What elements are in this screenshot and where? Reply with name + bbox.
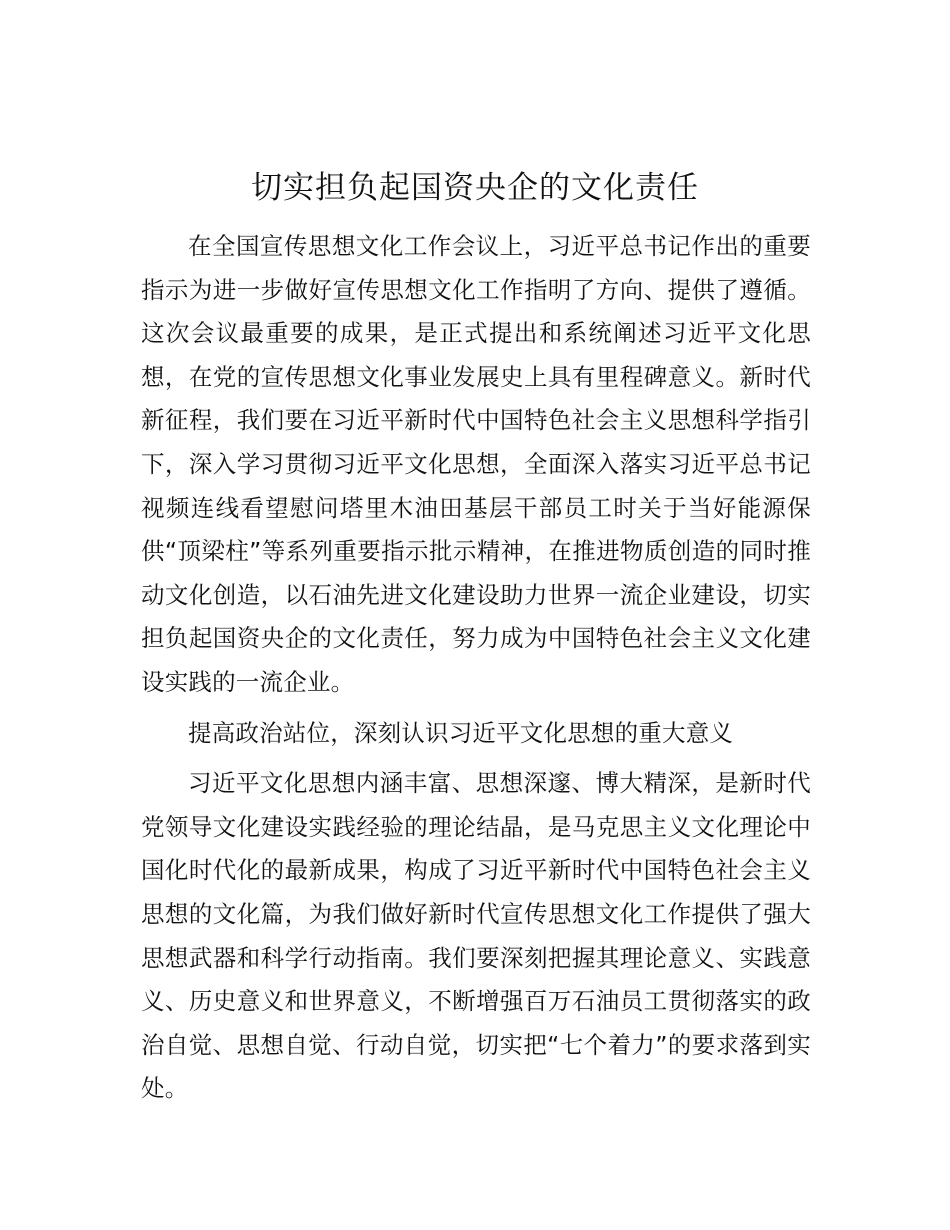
document-title: 切实担负起国资央企的文化责任 — [251, 170, 699, 206]
section-paragraph: 习近平文化思想内涵丰富、思想深邃、博大精深，是新时代党领导文化建设实践经验的理论结晶，是马克思主义文化理论中国化时代化的最新成果，构成了习近平新时代中国特色社会主义思想的文化篇，为我们做好新时代宣传思想文化工作提供了强大思想武器和科学行动指南。我们要深刻把握其理论意义、实践意义、历史意义和世界意义，不断增强百万石油员工贯彻落实的政治自觉、思想自觉、行动自觉，切实把“七个着力”的要求落到实处。 — [141, 769, 811, 1103]
section-heading: 提高政治站位，深刻认识习近平文化思想的重大意义 — [188, 718, 734, 747]
intro-paragraph: 在全国宣传思想文化工作会议上，习近平总书记作出的重要指示为进一步做好宣传思想文化工作指明了方向、提供了遵循。这次会议最重要的成果，是正式提出和系统阐述习近平文化思想，在党的宣传思想文化事业发展史上具有里程碑意义。新时代新征程，我们要在习近平新时代中国特色社会主义思想科学指引下，深入学习贯彻习近平文化思想，全面深入落实习近平总书记视频连线看望慰问塔里木油田基层干部员工时关于当好能源保供“顶梁柱”等系列重要指示批示精神，在推进物质创造的同时推动文化创造，以石油先进文化建设助力世界一流企业建设，切实担负起国资央企的文化责任，努力成为中国特色社会主义文化建设实践的一流企业。 — [141, 232, 811, 696]
document-body — [141, 225, 811, 1111]
